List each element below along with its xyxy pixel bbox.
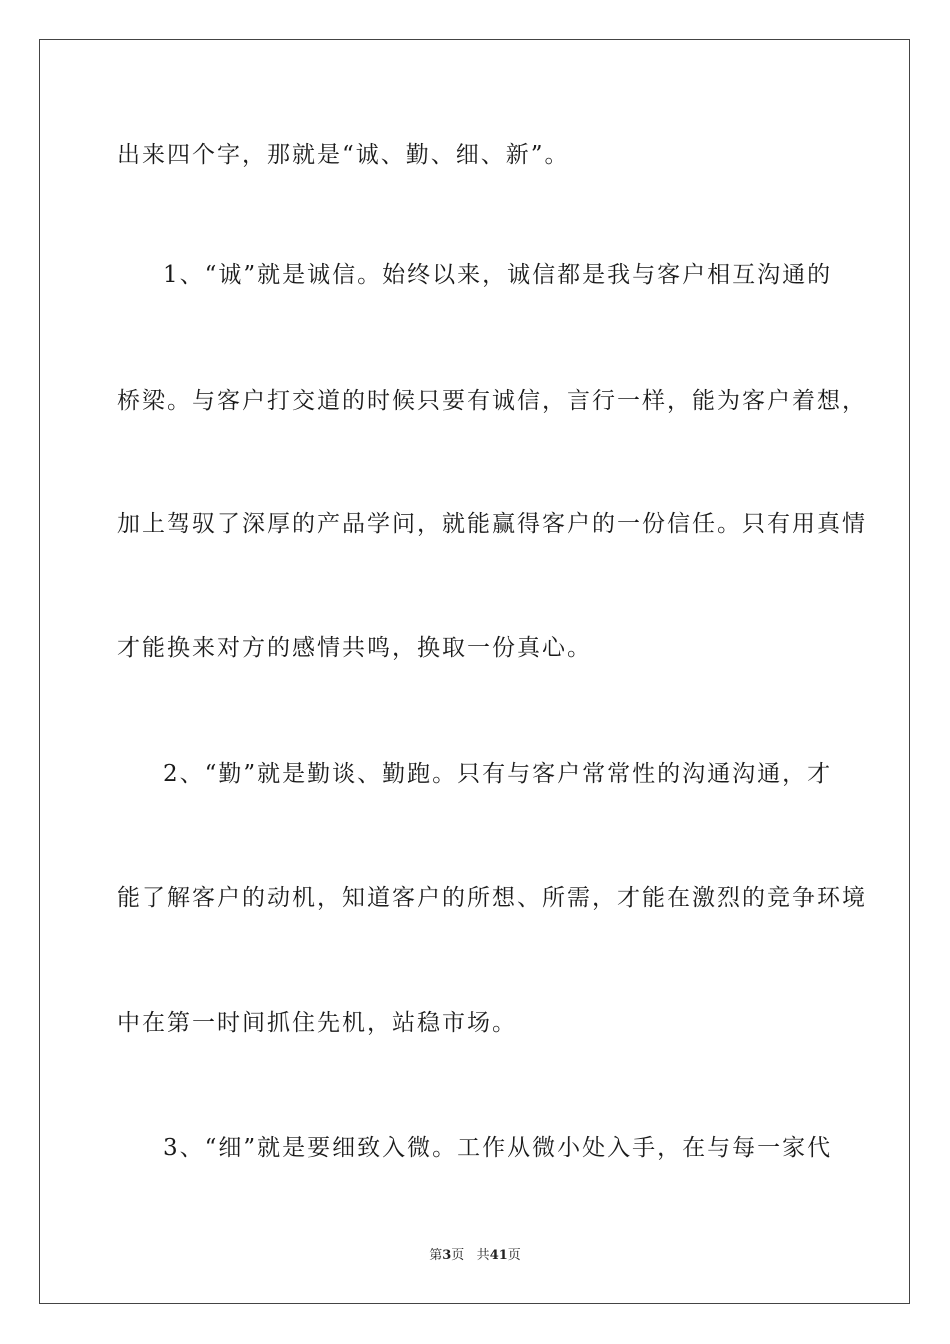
page-border [39, 39, 910, 1304]
footer-total-suffix: 页 [507, 1248, 521, 1263]
footer-total-pages: 41 [489, 1248, 508, 1263]
footer-page-prefix: 第 [429, 1248, 443, 1263]
text-line-6: 2、“勤”就是勤谈、勤跑。只有与客户常常性的沟通沟通，才 [163, 761, 833, 787]
text-line-5: 才能换来对方的感情共鸣，换取一份真心。 [117, 635, 592, 661]
page-footer [0, 1248, 950, 1264]
footer-page-suffix: 页 [451, 1248, 465, 1263]
text-line-8: 中在第一时间抓住先机，站稳市场。 [117, 1010, 517, 1036]
text-line-4: 加上驾驭了深厚的产品学问，就能赢得客户的一份信任。只有用真情 [117, 511, 867, 537]
text-line-1: 出来四个字，那就是“诚、勤、细、新”。 [117, 142, 570, 168]
text-line-7: 能了解客户的动机，知道客户的所想、所需，才能在激烈的竞争环境 [117, 885, 867, 911]
text-line-9: 3、“细”就是要细致入微。工作从微小处入手，在与每一家代 [163, 1135, 833, 1161]
footer-total-prefix: 共 [476, 1248, 490, 1263]
footer-page-number: 3 [442, 1248, 452, 1263]
text-line-3: 桥梁。与客户打交道的时候只要有诚信，言行一样，能为客户着想， [117, 388, 867, 414]
text-line-2: 1、“诚”就是诚信。始终以来，诚信都是我与客户相互沟通的 [163, 262, 833, 288]
